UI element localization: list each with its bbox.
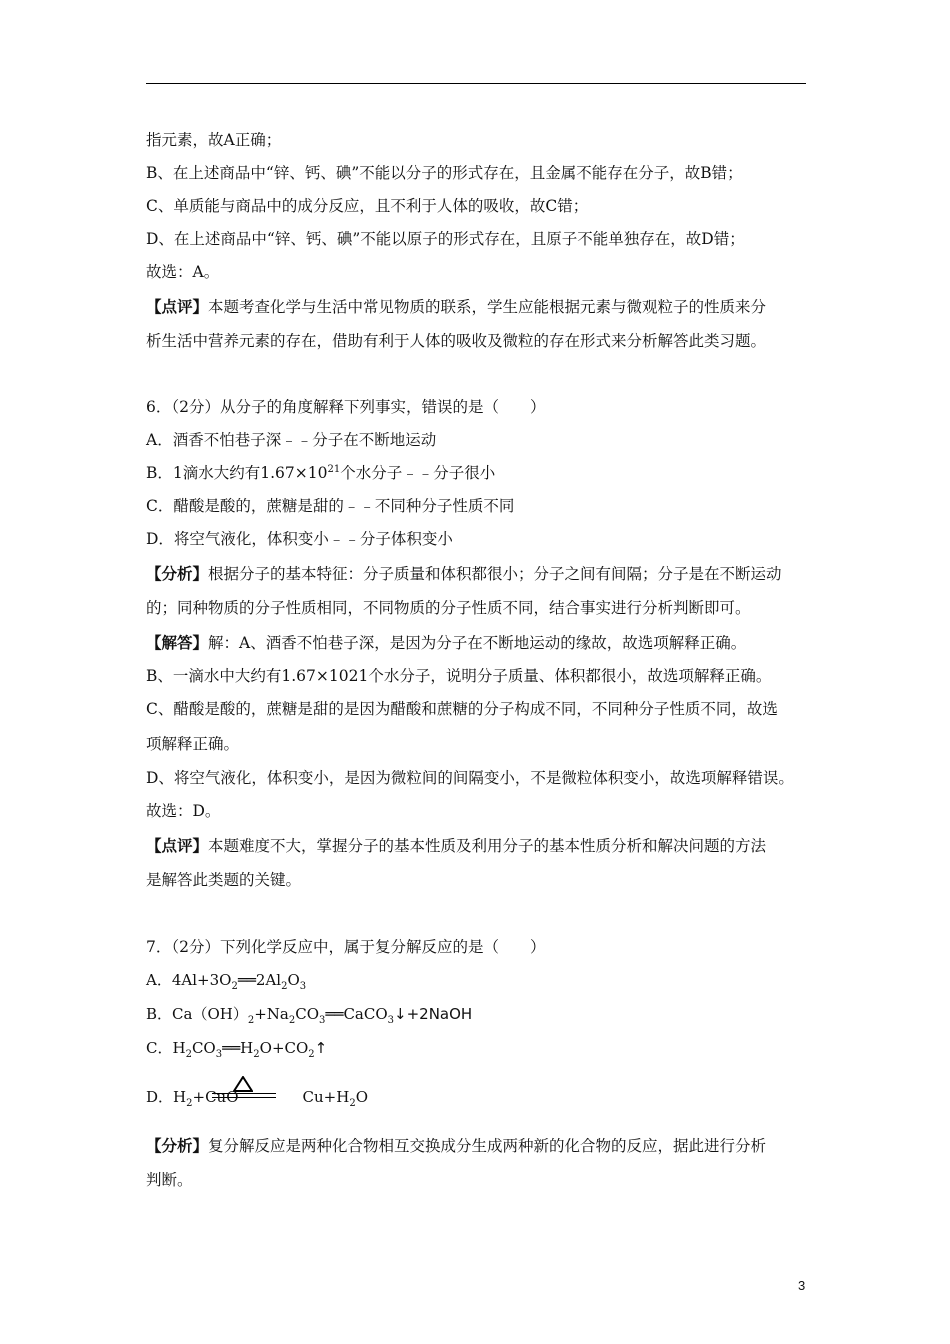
eq-part: H: [172, 1039, 186, 1057]
q6-answer-line-2: B、一滴水中大约有1.67×1021个水分子，说明分子质量、体积都很小，故选项解释正确。: [146, 667, 772, 685]
q6-analysis-line-2: 的；同种物质的分子性质相同，不同物质的分子性质不同，结合事实进行分析判断即可。: [146, 599, 751, 617]
q6-option-b-pre: B．1滴水大约有1.67×10: [146, 464, 328, 482]
q7-analysis-line-1: [146, 1136, 766, 1156]
q7-option-b: [146, 1004, 472, 1024]
q7-option-d-label: D．: [146, 1088, 174, 1106]
eq-sub: 2: [186, 1098, 193, 1109]
q5-line-2: B、在上述商品中“锌、钙、碘”不能以分子的形式存在，且金属不能存在分子，故B错；: [146, 164, 743, 182]
q5-comment-line-1: [146, 297, 766, 317]
q6-answer-line-4: 项解释正确。: [146, 735, 240, 753]
header-rule: [146, 83, 806, 84]
eq-sub: 3: [299, 981, 307, 992]
eq-part: ↓+2NaOH: [394, 1005, 473, 1023]
q6-comment-line-2: 是解答此类题的关键。: [146, 871, 302, 889]
eq-part: Ca（OH）: [172, 1005, 248, 1023]
eq-part: +Na: [254, 1005, 289, 1023]
answer-tag: 【解答】: [146, 633, 209, 652]
eq-part: 4Al+3O: [171, 971, 232, 989]
q6-stem: 6．（2分）从分子的角度解释下列事实，错误的是（ ）: [146, 398, 546, 416]
eq-part: ↑: [314, 1039, 328, 1057]
analysis-tag: 【分析】: [146, 1136, 209, 1155]
eq-sub: 3: [387, 1015, 395, 1026]
q5-comment-line-2: 析生活中营养元素的存在，借助有利于人体的吸收及微粒的存在形式来分析解答此类习题。: [146, 332, 767, 350]
q5-comment-text-1: 本题考查化学与生活中常见物质的联系，学生应能根据元素与微观粒子的性质来分: [208, 298, 767, 316]
analysis-tag: 【分析】: [146, 564, 209, 583]
eq-part: O: [355, 1088, 368, 1106]
eq-part: CO: [191, 1039, 216, 1057]
q6-option-c: C．醋酸是酸的，蔗糖是甜的﹣﹣不同种分子性质不同: [146, 497, 515, 515]
q7-stem: 7．（2分）下列化学反应中，属于复分解反应的是（ ）: [146, 938, 546, 956]
comment-tag: 【点评】: [146, 297, 209, 316]
eq-part: O+CO: [259, 1039, 309, 1057]
eq-sub: 2: [288, 1015, 296, 1026]
q6-answer-line-1: [146, 633, 746, 653]
q7-analysis-line-2: 判断。: [146, 1171, 193, 1189]
q7-option-a-label: A．: [146, 971, 172, 989]
q5-line-5: 故选：A。: [146, 263, 220, 281]
eq-sub: 2: [185, 1049, 192, 1060]
eq-sub: 2: [308, 1049, 315, 1060]
eq-part: ══2Al: [237, 971, 282, 989]
comment-tag: 【点评】: [146, 836, 209, 855]
q6-comment-text-1: 本题难度不大，掌握分子的基本性质及利用分子的基本性质分析和解决问题的方法: [208, 837, 767, 855]
q7-option-c-label: C．: [146, 1039, 173, 1057]
eq-part: Cu+H: [302, 1088, 350, 1106]
eq-sub: 3: [215, 1049, 223, 1060]
q6-option-b-exponent: 21: [327, 463, 341, 475]
eq-sub: 2: [281, 981, 288, 992]
q6-answer-line-3: C、醋酸是酸的，蔗糖是甜的是因为醋酸和蔗糖的分子构成不同，不同种分子性质不同，故选: [146, 700, 778, 718]
page-number: 3: [798, 1278, 806, 1293]
eq-sub: 2: [349, 1098, 356, 1109]
eq-sub: 2: [253, 1049, 260, 1060]
eq-sub: 2: [247, 1015, 255, 1026]
eq-part: ══CaCO: [325, 1005, 388, 1023]
q7-option-c: [146, 1038, 327, 1058]
eq-part: CO: [295, 1005, 320, 1023]
q6-answer-text-1: 解：A、酒香不怕巷子深，是因为分子在不断地运动的缘故，故选项解释正确。: [208, 634, 747, 652]
q5-line-3: C、单质能与商品中的成分反应，且不利于人体的吸收，故C错；: [146, 197, 589, 215]
q5-line-4: D、在上述商品中“锌、钙、碘”不能以原子的形式存在，且原子不能单独存在，故D错；: [146, 230, 745, 248]
q6-option-d: D．将空气液化，体积变小﹣﹣分子体积变小: [146, 530, 453, 548]
q6-comment-line-1: [146, 836, 766, 856]
q6-answer-line-6: 故选：D。: [146, 802, 221, 820]
eq-part: +CuO: [192, 1088, 239, 1106]
q6-option-b-post: 个水分子﹣﹣分子很小: [340, 464, 496, 482]
eq-sub: 2: [231, 981, 238, 992]
q7-option-d: [146, 1087, 368, 1107]
q6-option-b: [146, 463, 495, 483]
q6-analysis-text-1: 根据分子的基本特征：分子质量和体积都很小；分子之间有间隔；分子是在不断运动: [208, 565, 782, 583]
eq-part: ══H: [222, 1039, 254, 1057]
q6-answer-line-5: D、将空气液化，体积变小，是因为微粒间的间隔变小，不是微粒体积变小，故选项解释错误。: [146, 769, 794, 787]
q5-line-1: 指元素，故A正确；: [146, 131, 282, 149]
eq-sub: 3: [319, 1015, 326, 1026]
q6-option-a: A．酒香不怕巷子深﹣﹣分子在不断地运动: [146, 431, 437, 449]
q7-option-b-label: B．: [146, 1005, 173, 1023]
q6-analysis-line-1: [146, 564, 782, 584]
eq-part: O: [287, 971, 300, 989]
q7-analysis-text-1: 复分解反应是两种化合物相互交换成分生成两种新的化合物的反应，据此进行分析: [208, 1137, 767, 1155]
eq-part: H: [173, 1088, 187, 1106]
q7-option-a: [146, 970, 306, 990]
